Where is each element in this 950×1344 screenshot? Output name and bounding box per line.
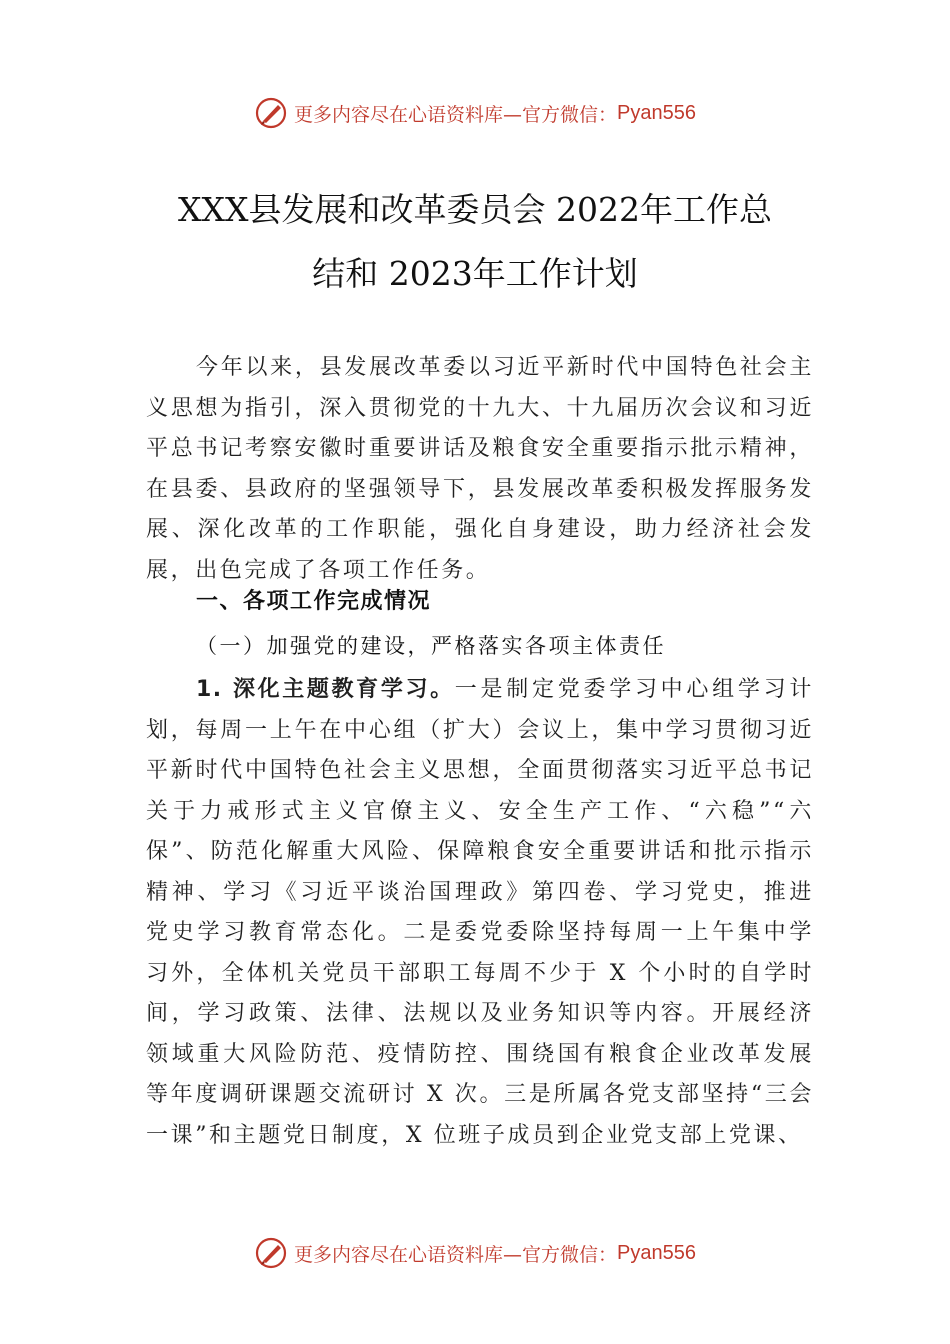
- watermark-text: 更多内容尽在心语资料库—官方微信：: [294, 1243, 618, 1266]
- item-1-body: 一是制定党委学习中心组学习计划，每周一上午在中心组（扩大）会议上，集中学习贯彻习近平新时代中国特色社会主义思想，全面贯彻落实习近平总书记关于力戒形式主义官僚主义、安全生产工作、“六稳”“六保”、防范化解重大风险、保障粮食安全重要讲话和批示指示 精神、学习《习近平谈治国理政》第四卷、学习党史，推进 党史学习教育常态化。二是委党委除坚持每周一上午集中学 习外，全体机关党员干部职工每周不少于 X 个小时的自学时间，学习政策、法律、法规以及业务知识等内容。开展经济 领域重大风险防范、疫情防控、围绕国有粮食企业改革发展 等年度调研课题交流研讨 X 次。三是所属各党支部坚持“三会一课”和主题党日制度，X 位班子成员到企业党支部上党课、: [146, 677, 814, 1148]
- pen-circle-logo-icon: [254, 1236, 288, 1270]
- subsection-heading-1: （一）加强党的建设，严格落实各项主体责任: [196, 634, 666, 658]
- item-1-section: [146, 670, 814, 1156]
- document-title: [0, 178, 950, 306]
- section-heading-1: 一、各项工作完成情况: [196, 589, 432, 614]
- intro-paragraph: 今年以来，县发展改革委以习近平新时代中国特色社会主义思想为指引，深入贯彻党的十九大、十九届历次会议和习近平总书记考察安徽时重要讲话及粮食安全重要指示批示精神，在县委、县政府的坚强领导下，县发展改革委积极发挥服务发展、深化改革的工作职能，强化自身建设，助力经济社会发展，出色完成了各项工作任务。: [146, 355, 814, 583]
- watermark-wechat-id: Pyan556: [617, 1241, 696, 1264]
- watermark-wechat-id: Pyan556: [617, 101, 696, 124]
- intro-section: [146, 348, 814, 591]
- watermark-footer: [0, 1236, 950, 1270]
- item-1-paragraph: [146, 670, 814, 1156]
- title-line-2: 结和 2023年工作计划: [312, 254, 638, 293]
- title-line-1: XXX县发展和改革委员会 2022年工作总: [178, 190, 772, 229]
- watermark-header: [0, 96, 950, 130]
- pen-circle-logo-icon: [254, 96, 288, 130]
- item-1-lead: 1. 深化主题教育学习。: [196, 677, 455, 702]
- watermark-text: 更多内容尽在心语资料库—官方微信：: [294, 103, 618, 126]
